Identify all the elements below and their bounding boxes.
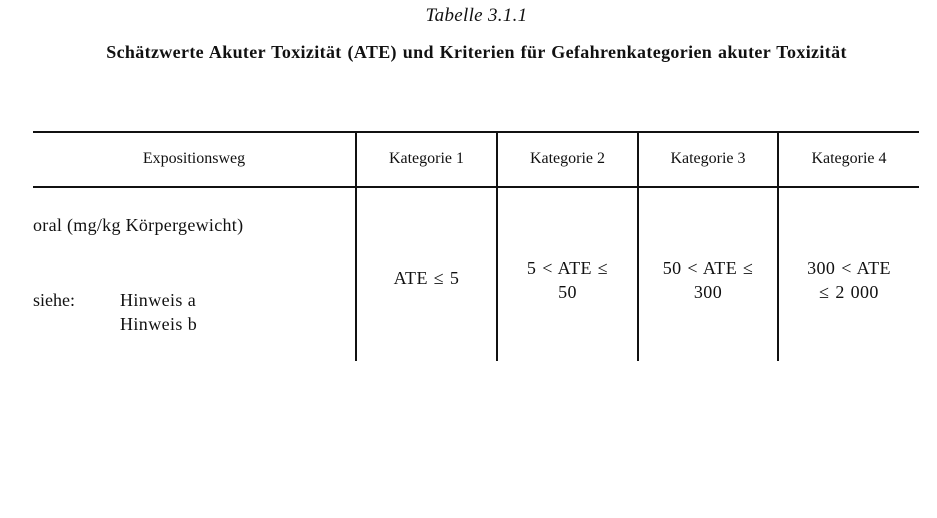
header-category-1: Kategorie 1	[388, 150, 465, 167]
table-caption: Tabelle 3.1.1	[425, 5, 528, 26]
header-category-2: Kategorie 2	[529, 150, 606, 167]
category-1-value: ATE ≤ 5	[393, 268, 460, 288]
header-category-3: Kategorie 3	[670, 150, 746, 167]
category-2-line-1: 5 < ATE ≤	[526, 258, 609, 278]
category-3-line-1: 50 < ATE ≤	[662, 258, 754, 278]
category-3-line-2: 300	[693, 282, 723, 302]
category-2-value	[498, 256, 637, 304]
table-top-rule	[33, 131, 919, 133]
see-label: siehe:	[33, 290, 75, 310]
category-3-value	[639, 256, 777, 304]
category-4-line-1: 300 < ATE	[807, 258, 891, 278]
header-category-4: Kategorie 4	[811, 150, 887, 167]
category-2-line-2: 50	[558, 282, 577, 302]
category-4-value	[779, 256, 919, 304]
note-a: Hinweis a	[120, 290, 197, 310]
route-oral: oral (mg/kg Körpergewicht)	[33, 215, 244, 235]
header-route: Expositionsweg	[142, 150, 246, 167]
table-header-rule	[33, 186, 919, 188]
table-title: Schätzwerte Akuter Toxizität (ATE) und Kriterien für Gefahrenkategorien akuter Toxizität	[106, 42, 847, 62]
category-4-line-2: ≤ 2 000	[819, 282, 879, 302]
note-b: Hinweis b	[120, 314, 198, 334]
